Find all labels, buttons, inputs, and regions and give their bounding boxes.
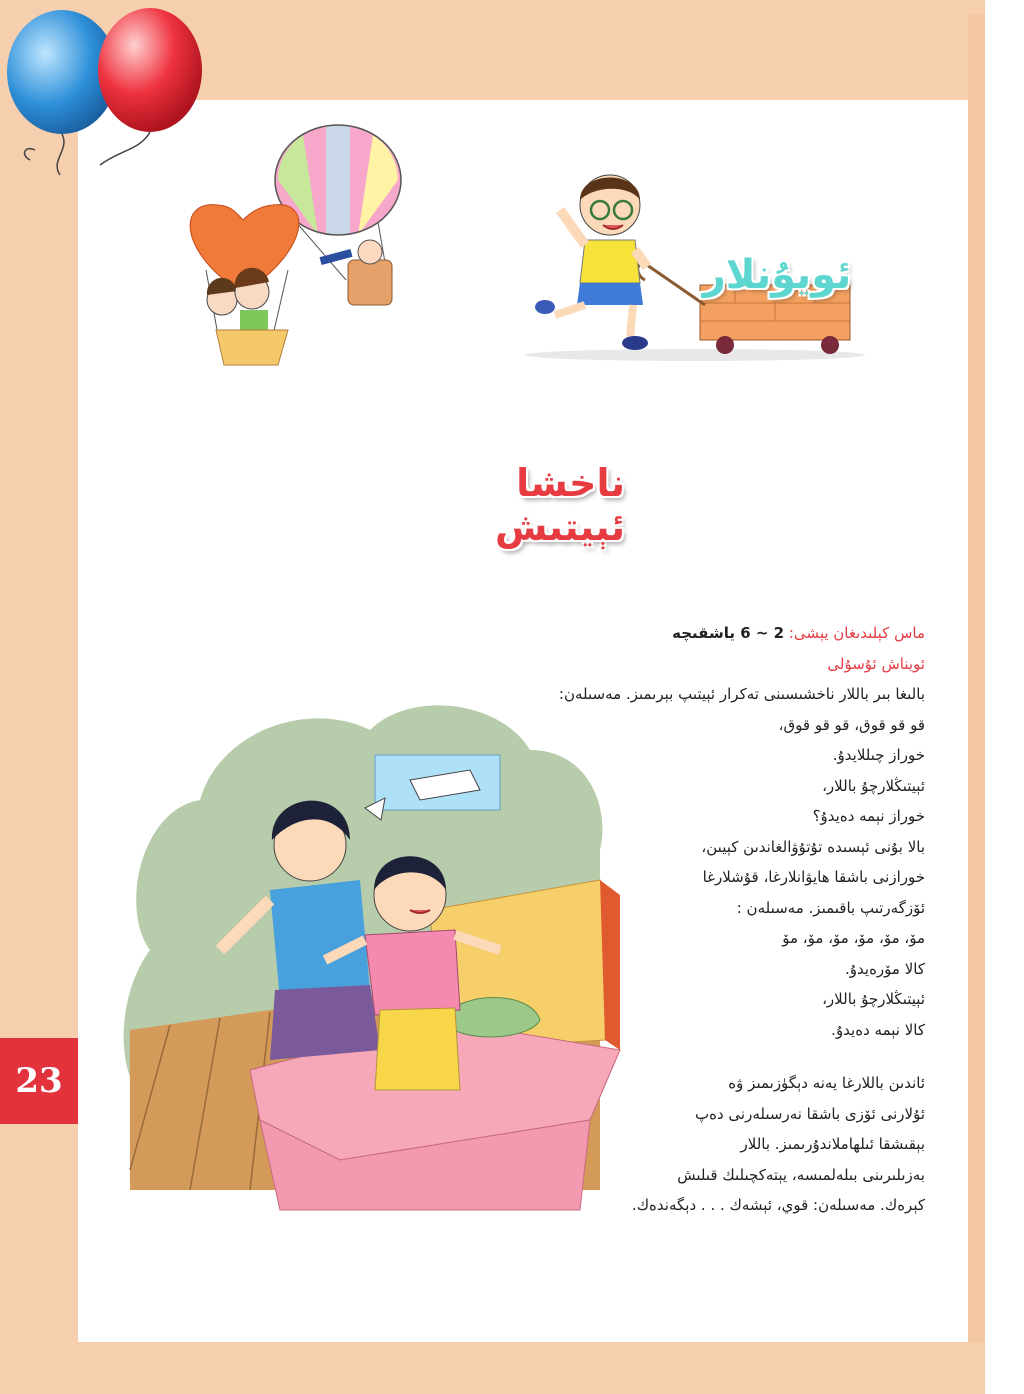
body-line: بالىغا بىر باللار ناخشىسىنى تەكرار ئېيتىپ بېرىمىز. مەسىلەن: [558,685,925,703]
body-line: بالا بۇنى ئېسىدە تۇتۇۋالغاندىن كېيىن، [701,837,925,856]
body-line: بېقىشقا ئىلھاملاندۇرىمىز. باللار [740,1135,925,1153]
body-line: مۆ، مۆ، مۆ، مۆ، مۆ، مۆ [782,929,925,947]
body-line: قو قو قوق، قو قو قوق، [778,715,925,734]
age-value: 2 ~ 6 ياشقىچە [672,624,785,642]
body-line: ئېيتىڭلارچۇ باللار، [822,990,925,1008]
left-border [0,0,78,1394]
body-line: خوراز چىللايدۇ. [832,746,925,764]
body-line: ئۆزگەرتىپ باقىمىز. مەسىلەن : [736,898,925,917]
body-line: ئاندىن باللارغا يەنە دېگۈزىمىز ۋە [728,1074,925,1092]
age-label: ماس كېلىدىغان يېشى: [788,624,925,642]
body-line: كالا نېمە دەيدۇ. [831,1020,925,1039]
instructions-text [558,618,925,1045]
instructions-text-continued [600,1068,925,1221]
age-line [590,618,925,649]
outer-edge [985,0,1024,1394]
games-badge: ئويۇنلار [702,252,852,298]
body-line: كالا مۆرەيدۇ. [845,959,925,978]
body-line: بەزىلىرىنى بىلەلمىسە، يېتەكچىلىك قىلىش [677,1165,925,1184]
body-line: خورازنى باشقا ھايۋانلارغا، قۇشلارغا [702,868,925,886]
bedroom-illustration [110,690,630,1220]
page-title: ناخشا ئېيتىش [494,461,625,549]
game-section-heading: ئويناش ئۇسۇلى [827,654,925,673]
page-number: 23 [0,1038,78,1124]
hot-air-balloons-illustration [178,120,418,370]
bottom-border [0,1342,985,1394]
body-line: ئېيتىڭلارچۇ باللار، [822,776,925,795]
body-line: خوراز نېمە دەيدۇ؟ [812,807,925,825]
body-line: ئۇلارنى ئۆزى باشقا نەرسىلەرنى دەپ [695,1104,925,1123]
body-line: كېرەك. مەسىلەن: قوي، ئېشەك . . . دېگەندەك. [631,1196,925,1214]
